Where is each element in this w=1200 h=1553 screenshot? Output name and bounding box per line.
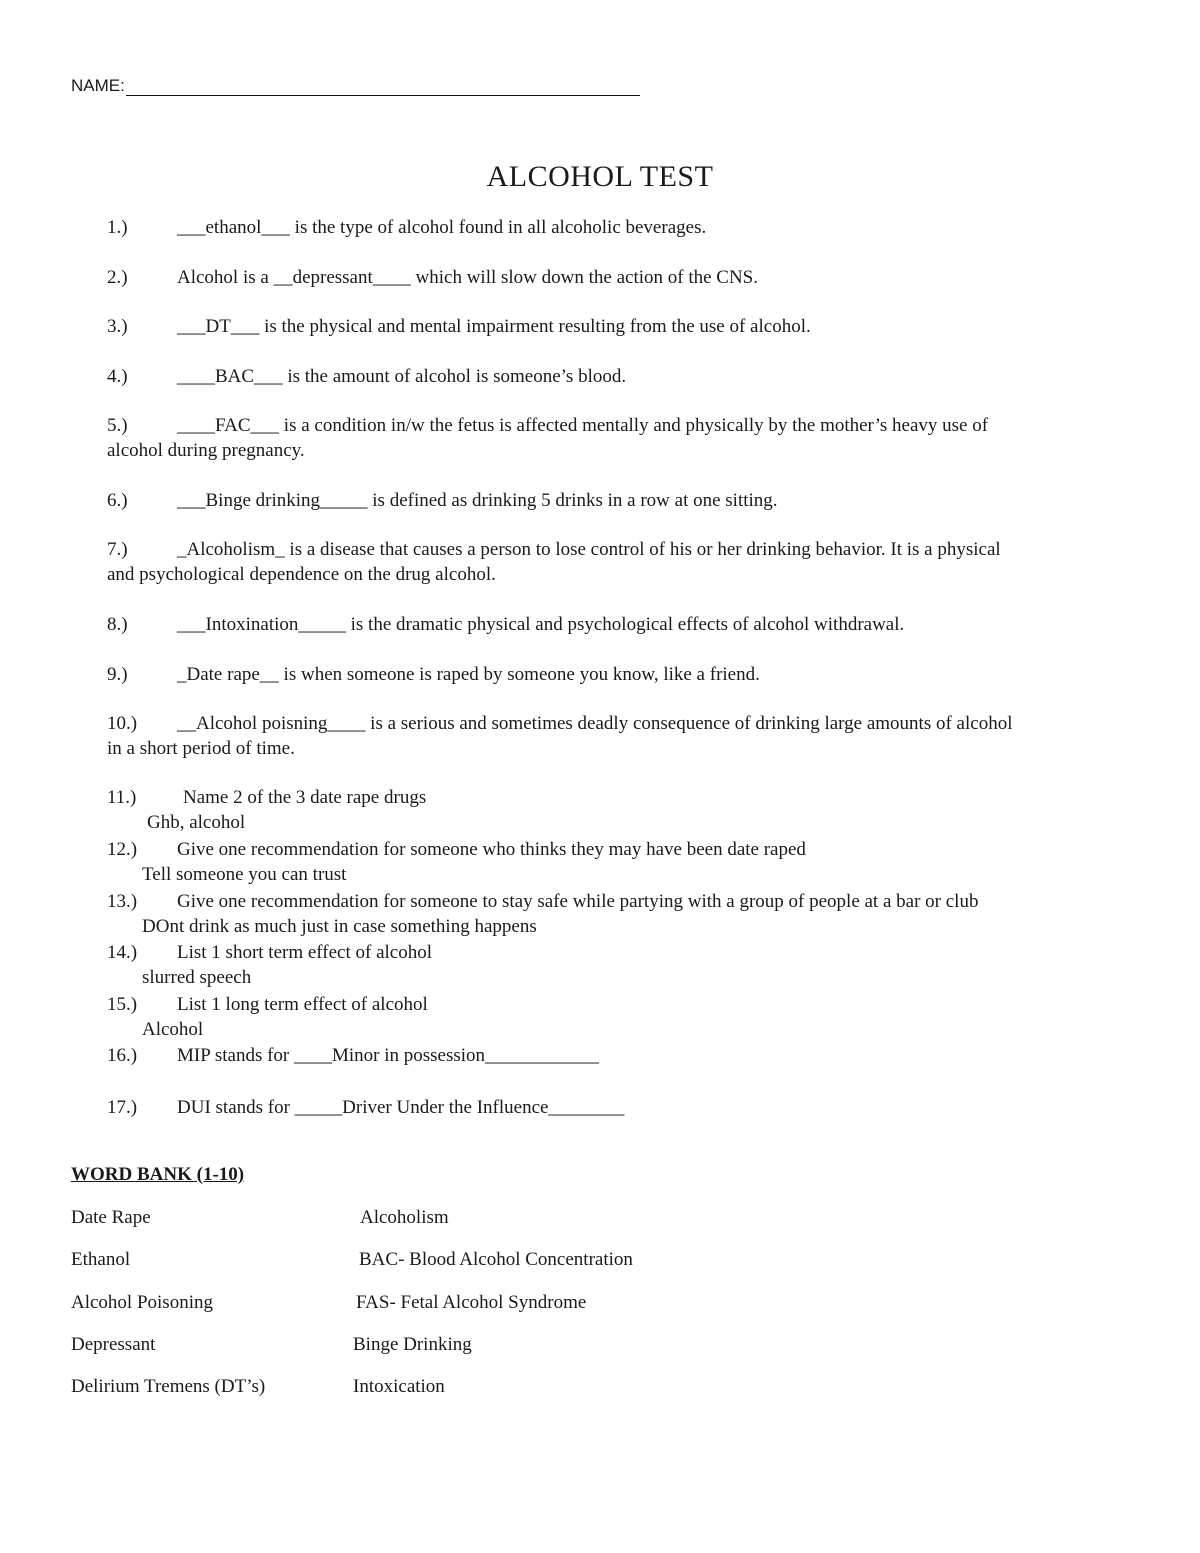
question-number: 2.) [107,267,128,288]
question-6 [107,488,778,513]
question-number: 1.) [107,217,128,238]
word-bank-left-item: Alcohol Poisoning [71,1292,213,1313]
question-7 [107,537,1001,587]
question-text: DUI stands for _____Driver Under the Influence________ [177,1097,625,1118]
question-text-continued: in a short period of time. [107,738,295,759]
question-16 [107,1043,599,1068]
word-bank-right-item: BAC- Blood Alcohol Concentration [359,1249,633,1270]
question-text-continued: alcohol during pregnancy. [107,440,305,461]
question-number: 5.) [107,415,128,436]
question-text: _Date rape__ is when someone is raped by someone you know, like a friend. [177,664,760,685]
question-text: ___Binge drinking_____ is defined as drinking 5 drinks in a row at one sitting. [177,490,778,511]
word-bank-left-item: Date Rape [71,1207,151,1228]
answer-text: slurred speech [142,967,252,988]
question-text: Give one recommendation for someone to stay safe while partying with a group of people at a bar or club [177,891,979,912]
question-text: ___DT___ is the physical and mental impairment resulting from the use of alcohol. [177,316,811,337]
page-title: ALCOHOL TEST [486,160,714,193]
question-number: 10.) [107,713,138,734]
question-number: 8.) [107,614,128,635]
question-text: Name 2 of the 3 date rape drugs [183,787,427,808]
question-text: __Alcohol poisning____ is a serious and sometimes deadly consequence of drinking large amounts of alcohol [177,713,1013,734]
question-11 [107,785,426,835]
question-text-continued: and psychological dependence on the drug alcohol. [107,564,496,585]
answer-text: Alcohol [142,1019,204,1040]
word-bank-left-item: Ethanol [71,1249,131,1270]
question-number: 7.) [107,539,128,560]
question-9 [107,662,760,687]
question-number: 16.) [107,1045,138,1066]
question-17 [107,1095,624,1120]
name-field [71,76,640,96]
question-10 [107,711,1012,761]
question-text: List 1 short term effect of alcohol [177,942,433,963]
question-text: ____FAC___ is a condition in/w the fetus is affected mentally and physically by the mother’s heavy use of [177,415,989,436]
question-number: 14.) [107,942,138,963]
question-number: 15.) [107,994,138,1015]
question-text: ____BAC___ is the amount of alcohol is someone’s blood. [177,366,627,387]
question-number: 9.) [107,664,128,685]
word-bank-right-item: Intoxication [353,1376,445,1397]
question-text: Alcohol is a __depressant____ which will slow down the action of the CNS. [177,267,759,288]
question-4 [107,364,626,389]
word-bank-right-item: FAS- Fetal Alcohol Syndrome [356,1292,587,1313]
question-number: 6.) [107,490,128,511]
question-text: _Alcoholism_ is a disease that causes a person to lose control of his or her drinking behavior. It is a physical [177,539,1001,560]
question-8 [107,612,904,637]
word-bank-right-item: Binge Drinking [353,1334,472,1355]
question-1 [107,215,706,240]
answer-text: DOnt drink as much just in case something happens [142,916,537,937]
question-number: 4.) [107,366,128,387]
question-2 [107,265,758,290]
word-bank-heading: WORD BANK (1-10) [71,1164,245,1185]
word-bank-right-item: Alcoholism [360,1207,449,1228]
word-bank-left-item: Depressant [71,1334,156,1355]
question-number: 12.) [107,839,138,860]
question-number: 17.) [107,1097,138,1118]
question-text: Give one recommendation for someone who thinks they may have been date raped [177,839,806,860]
name-blank-line [126,78,640,96]
question-number: 3.) [107,316,128,337]
question-13 [107,889,978,939]
word-bank-left-item: Delirium Tremens (DT’s) [71,1376,266,1397]
question-text: List 1 long term effect of alcohol [177,994,428,1015]
question-text: ___ethanol___ is the type of alcohol found in all alcoholic beverages. [177,217,707,238]
question-number: 13.) [107,891,138,912]
question-14 [107,940,432,990]
question-12 [107,837,806,887]
answer-text: Ghb, alcohol [147,812,246,833]
question-text: MIP stands for ____Minor in possession____________ [177,1045,600,1066]
question-3 [107,314,811,339]
question-5 [107,413,988,463]
name-label: NAME: [71,76,125,95]
question-15 [107,992,428,1042]
question-text: ___Intoxination_____ is the dramatic physical and psychological effects of alcohol withdrawal. [177,614,905,635]
question-number: 11.) [107,787,137,808]
answer-text: Tell someone you can trust [142,864,347,885]
